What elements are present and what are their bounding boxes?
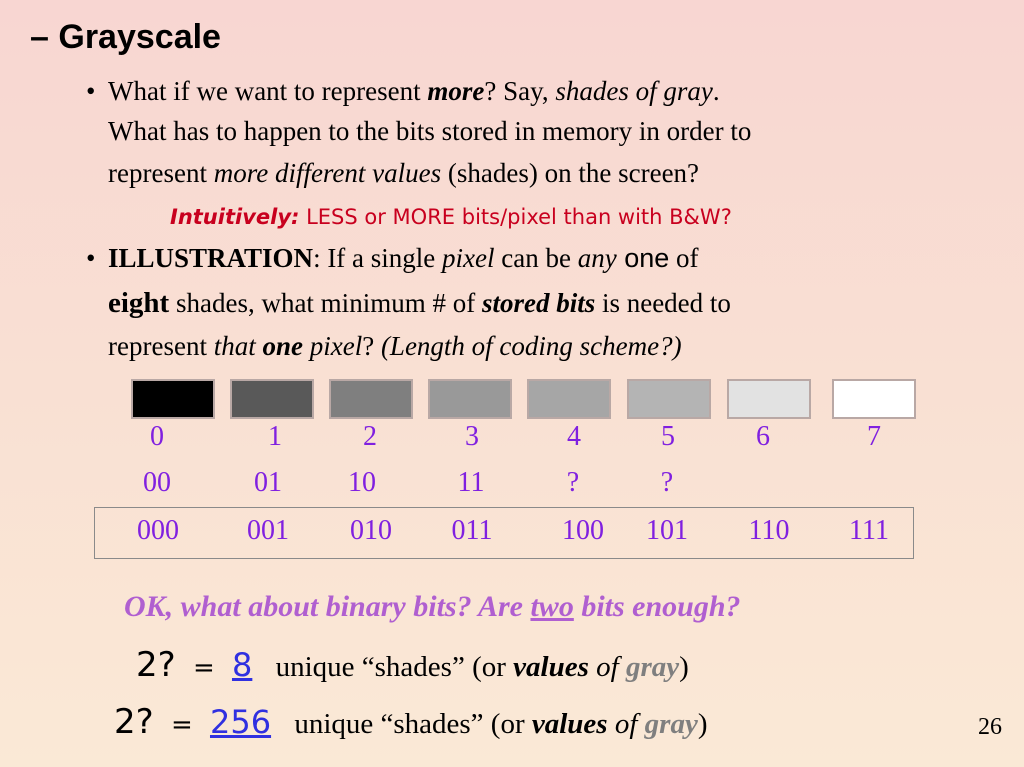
eq2-equals: = [170, 710, 193, 740]
gray-swatch-5 [627, 379, 711, 419]
code2-1: 01 [254, 467, 282, 498]
page-number: 26 [978, 714, 1002, 740]
code3-3: 011 [451, 515, 493, 546]
eq1-answer: 8 [231, 646, 253, 684]
gray-swatch-3 [428, 379, 512, 419]
intuitively-label: Intuitively: [170, 205, 300, 229]
code3-2: 010 [350, 515, 392, 546]
code2-4: ? [566, 467, 580, 498]
bullet-dot-1: • [86, 76, 96, 106]
two-bits-question: OK, what about binary bits? Are two bits enough? [124, 590, 741, 623]
intuitively-note [170, 205, 732, 229]
bullet1-line2: What has to happen to the bits stored in memory in order to [108, 116, 752, 146]
code3-7: 111 [849, 515, 889, 546]
gray-swatch-2 [329, 379, 413, 419]
gray-swatch-1 [230, 379, 314, 419]
bullet2-line2: eight shades, what minimum # of stored bits is needed to [108, 287, 731, 319]
code2-2: 10 [348, 467, 376, 498]
heading-dash: – [30, 18, 49, 56]
code3-4: 100 [562, 515, 604, 546]
equation-8: 2? = 8 unique “shades” (or values of gray) [136, 645, 689, 685]
bullet1-line3: represent more different values (shades) on the screen? [108, 158, 700, 188]
shade-number-5: 5 [661, 421, 675, 452]
gray-swatch-0 [131, 379, 215, 419]
code2-0: 00 [143, 467, 171, 498]
code2-3: 11 [457, 467, 485, 498]
code3-5: 101 [646, 515, 688, 546]
shade-number-1: 1 [268, 421, 282, 452]
bullet2-line3: represent that one pixel? (Length of coding scheme?) [108, 331, 682, 361]
bullet2-line1: ILLUSTRATION: If a single pixel can be any one of [108, 243, 699, 273]
code3-1: 001 [247, 515, 289, 546]
eq2-power: 2? [114, 702, 154, 742]
eq1-equals: = [192, 653, 215, 683]
code3-6: 110 [748, 515, 790, 546]
eq1-power: 2? [136, 645, 176, 685]
shade-number-4: 4 [567, 421, 581, 452]
slide-heading [30, 18, 221, 57]
shade-number-7: 7 [867, 421, 881, 452]
bullet1-line1: What if we want to represent more? Say, shades of gray. [108, 76, 720, 106]
gray-swatch-7 [832, 379, 916, 419]
shade-number-6: 6 [756, 421, 770, 452]
shade-number-2: 2 [363, 421, 377, 452]
heading-title: Grayscale [58, 18, 221, 56]
code2-5: ? [660, 467, 674, 498]
intuitively-text: LESS or MORE bits/pixel than with B&W? [306, 205, 732, 229]
shade-number-3: 3 [465, 421, 479, 452]
gray-swatch-6 [727, 379, 811, 419]
code3-0: 000 [137, 515, 179, 546]
gray-swatch-4 [527, 379, 611, 419]
eq2-answer: 256 [209, 703, 272, 741]
shade-number-0: 0 [150, 421, 164, 452]
equation-256: 2? = 256 unique “shades” (or values of gray) [114, 702, 708, 742]
bullet-dot-2: • [86, 243, 96, 273]
